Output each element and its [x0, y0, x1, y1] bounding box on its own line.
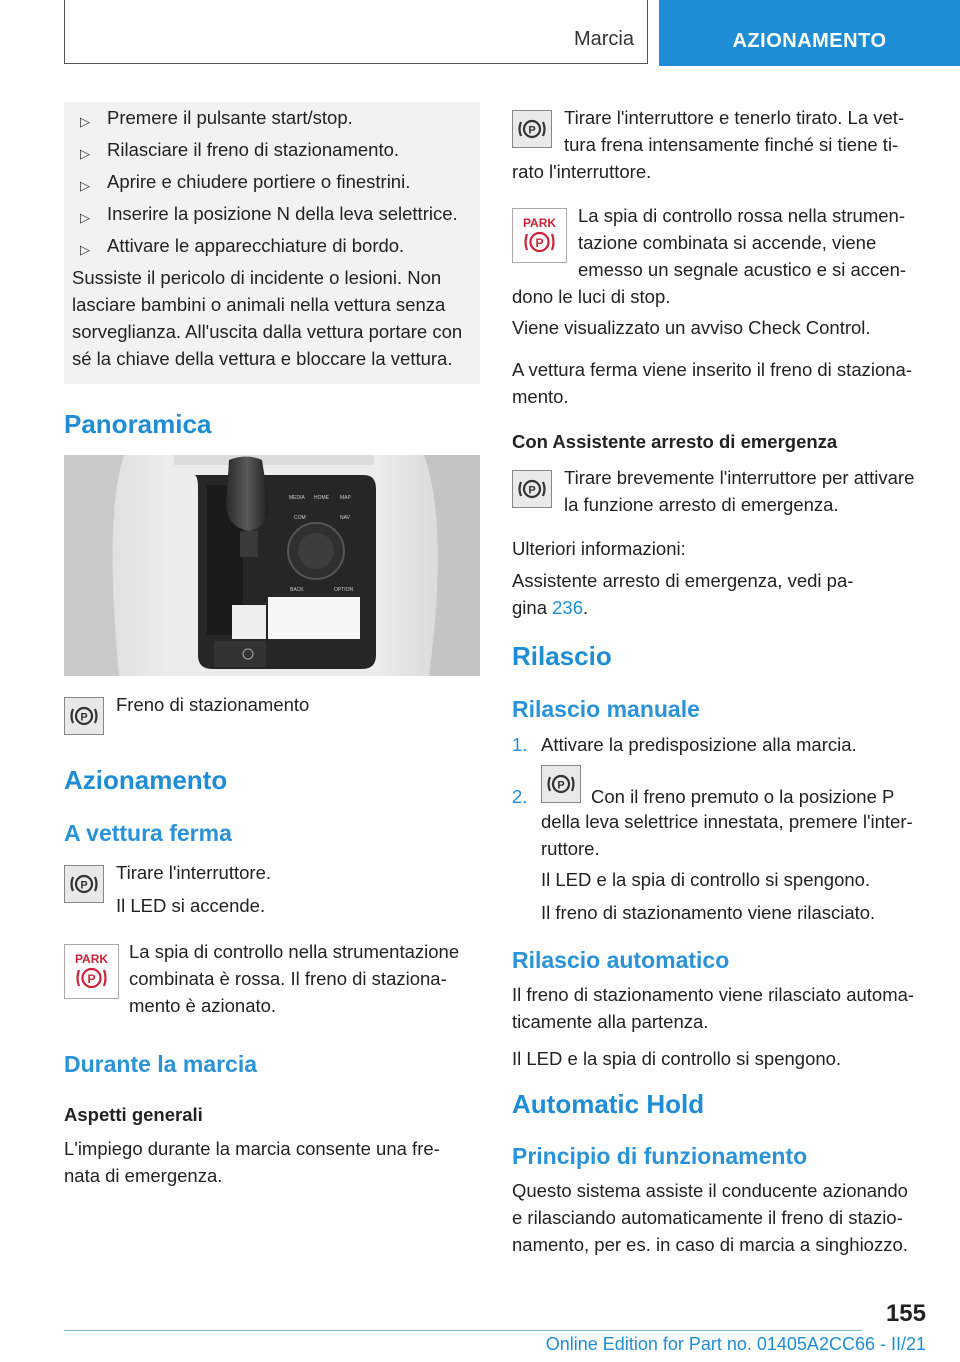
step-number: 2.: [512, 786, 528, 807]
rilascio-manuale-title: Rilascio manuale: [512, 696, 700, 722]
rilascio-title: Rilascio: [512, 641, 612, 671]
generali-text: L'impiego durante la marcia consente una fre- nata di emergenza.: [64, 1138, 440, 1186]
header-section: Marcia: [573, 28, 634, 50]
assistente-reference: Assistente arresto di emergenza, vedi pa- gina 236.: [512, 570, 854, 618]
step-2-more: della leva selettrice innestata, premere l'inter- ruttore.: [541, 811, 913, 859]
svg-text:P: P: [80, 879, 88, 892]
step-1-text: Attivare la predisposizione alla marcia.: [541, 734, 857, 755]
step-2-text: Con il freno premuto o la posizione P: [591, 786, 895, 807]
brake-caption: Freno di stazionamento: [116, 694, 310, 715]
nav-label: NAV: [340, 515, 350, 521]
spia-rossa-cont: dono le luci di stop.: [512, 286, 671, 307]
footer-edition: Online Edition for Part no. 01405A2CC66 - II/21: [545, 1334, 926, 1354]
assistente-title: Con Assistente arresto di emergenza: [512, 431, 838, 452]
check-control-text: Viene visualizzato un avviso Check Control.: [512, 317, 871, 338]
page-number: 155: [885, 1300, 926, 1327]
tirare-text: Tirare l'interruttore e tenerlo tirato. La vet- tura frena intensamente finché si tiene ti-: [564, 107, 905, 155]
com-label: COM: [294, 515, 306, 521]
map-label: MAP: [340, 495, 351, 501]
media-label: MEDIA: [289, 495, 305, 501]
svg-text:PARK: PARK: [522, 216, 557, 230]
principio-title: Principio di funzionamento: [512, 1143, 808, 1169]
principio-text: Questo sistema assiste il conducente azionando e rilasciando automaticamente il freno di stazio- namento, per es. in caso di marcia a singhiozzo.: [512, 1180, 908, 1255]
rilascio-automatico-title: Rilascio automatico: [512, 947, 730, 973]
svg-text:PARK: PARK: [74, 952, 109, 966]
footer-divider: [64, 1330, 862, 1331]
svg-text:P: P: [557, 779, 565, 792]
option-label: OPTION: [334, 587, 354, 593]
svg-text:P: P: [528, 124, 536, 137]
parking-brake-switch-icon: [512, 110, 552, 148]
automatic-hold-title: Automatic Hold: [512, 1089, 705, 1119]
warning-paragraph: Sussiste il pericolo di incidente o lesioni. Non lasciare bambini o animali nella vettura senza sorveglianza. All'uscita dalla vettura portare con sé la chiave della vettura e bloccare la vettura.: [72, 267, 463, 369]
svg-text:P: P: [535, 236, 544, 250]
parking-brake-switch-icon: [512, 470, 552, 508]
park-warning-lamp-icon: [512, 208, 567, 263]
assistente-text: Tirare brevemente l'interruttore per attivare la funzione arresto di emergenza.: [564, 467, 915, 515]
panoramica-title: Panoramica: [64, 409, 212, 439]
back-label: BACK: [290, 587, 304, 593]
parking-brake-switch-icon: [64, 865, 104, 903]
svg-text:P: P: [87, 972, 96, 986]
ferma-freno-text: A vettura ferma viene inserito il freno di staziona- mento.: [512, 359, 912, 407]
park-warning-lamp-icon: [64, 944, 119, 999]
console-photo: [64, 455, 480, 676]
step-number: 1.: [512, 734, 528, 755]
header-tab-azionamento[interactable]: AZIONAMENTO: [659, 0, 960, 66]
parking-brake-switch-icon: [64, 697, 104, 735]
home-label: HOME: [314, 495, 329, 501]
tirare-text-cont: rato l'interruttore.: [512, 161, 652, 182]
durante-marcia-title: Durante la marcia: [64, 1051, 258, 1077]
ferma-spia-text: La spia di controllo nella strumentazione combinata è rossa. Il freno di staziona- mento è azionato.: [129, 941, 460, 1016]
step-2-result: Il LED e la spia di controllo si spengono. Il freno di stazionamento viene rilasciato.: [541, 869, 876, 923]
svg-text:P: P: [80, 711, 88, 724]
ferma-instructions: Tirare l'interruttore. Il LED si accende.: [116, 862, 272, 916]
svg-text:P: P: [528, 484, 536, 497]
rilascio-automatico-text: Il freno di stazionamento viene rilasciato automa- ticamente alla partenza. Il LED e la spia di controllo si spengono.: [512, 984, 915, 1069]
a-vettura-ferma-title: A vettura ferma: [64, 820, 232, 846]
page-link-236[interactable]: 236: [552, 597, 583, 618]
parking-brake-switch-icon: [541, 765, 581, 803]
ulteriori-informazioni: Ulteriori informazioni:: [512, 538, 686, 559]
azionamento-title: Azionamento: [64, 765, 228, 795]
spia-rossa-text: La spia di controllo rossa nella strumen- tazione combinata si accende, viene emesso un segnale acustico e si accen-: [578, 205, 907, 280]
aspetti-generali-title: Aspetti generali: [64, 1104, 203, 1125]
